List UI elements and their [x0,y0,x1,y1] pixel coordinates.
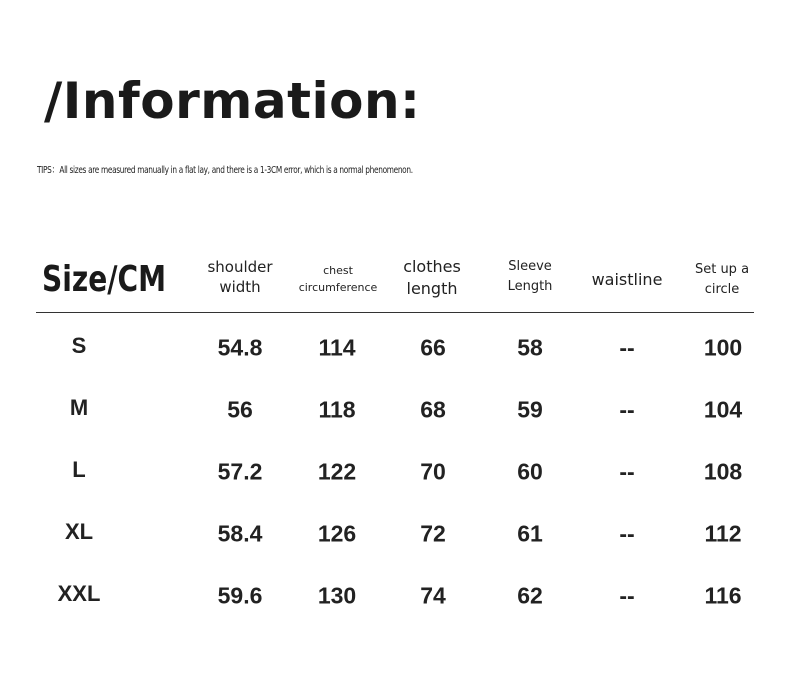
column-header-clothes-length: clothes length [403,257,461,298]
size-column-header: Size/CM [42,259,167,300]
measurement-cell: 112 [704,520,742,547]
measurement-cell: 122 [317,458,357,485]
column-header-sleeve-length: Sleeve Length [507,259,553,295]
size-cell: L [72,457,86,482]
measurement-cell: 62 [517,582,543,609]
measurement-cell: 59 [517,396,543,423]
measurement-cell: -- [619,458,635,485]
measurement-cell: 118 [318,396,356,423]
measurement-cell: 116 [704,582,742,609]
measurement-cell: -- [619,582,635,609]
measurement-cell: 104 [703,396,743,423]
measurement-cell: 108 [703,458,743,485]
measurement-cell: 70 [420,458,446,485]
tips-note: TIPS：All sizes are measured manually in a flat lay, and there is a 1-3CM error, which is a normal phenomenon. [37,165,413,176]
size-cell: XL [64,519,94,544]
measurement-cell: 72 [420,520,446,547]
measurement-cell: 56 [227,396,253,423]
column-header-set-up-a-circle: Set up a circle [694,262,750,298]
measurement-cell: 58 [517,334,543,361]
measurement-cell: 66 [420,334,446,361]
measurement-cell: 126 [317,520,357,547]
measurement-cell: 57.2 [217,458,263,485]
column-header-waistline: waistline [591,270,663,289]
measurement-cell: 61 [517,520,543,547]
measurement-cell: 130 [317,582,357,609]
measurement-cell: 114 [318,334,356,361]
column-header-chest-circumference: chest circumference [298,264,378,295]
measurement-cell: 58.4 [217,520,263,547]
header-divider [36,312,754,313]
measurement-cell: 100 [703,334,743,361]
measurement-cell: -- [619,334,635,361]
measurement-cell: 68 [420,396,446,423]
measurement-cell: 60 [517,458,543,485]
measurement-cell: 54.8 [217,334,263,361]
column-header-shoulder-width: shoulder width [207,258,273,297]
size-cell: M [69,395,89,420]
page-title: /Information: [44,72,421,130]
measurement-cell: -- [619,396,635,423]
size-cell: S [71,333,87,358]
measurement-cell: 74 [420,582,446,609]
measurement-cell: 59.6 [217,582,263,609]
measurement-cell: -- [619,520,635,547]
size-cell: XXL [57,581,101,606]
